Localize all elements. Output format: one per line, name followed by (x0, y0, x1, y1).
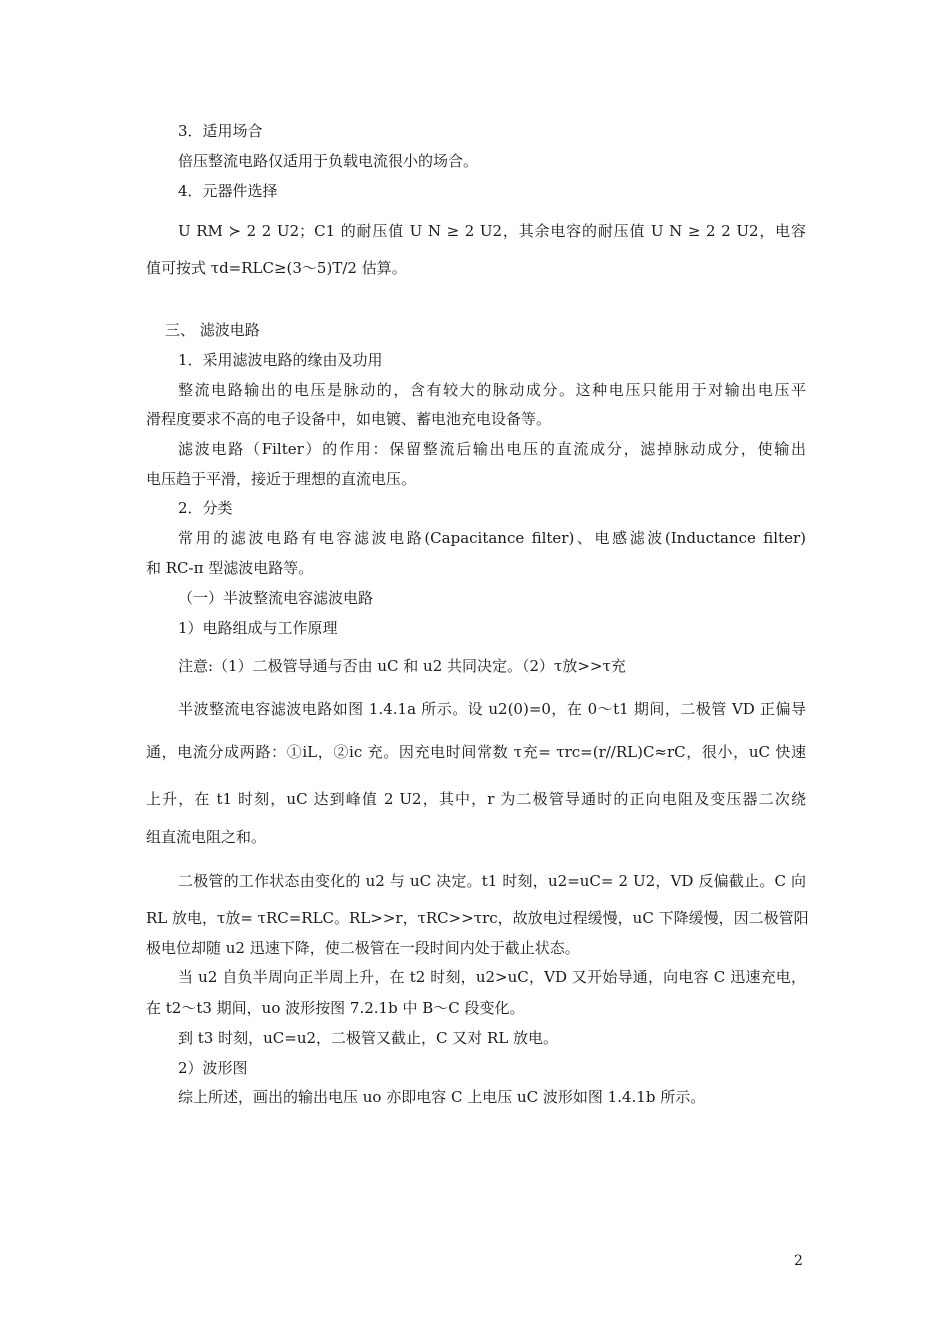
section-heading: 三、 滤波电路 (165, 321, 260, 339)
paragraph: 到 t3 时刻，uC=u2，二极管又截止，C 又对 RL 放电。 (178, 1029, 559, 1047)
subheading: 1．采用滤波电路的缘由及功用 (178, 351, 383, 369)
paragraph: 极电位却随 u2 迅速下降，使二极管在一段时间内处于截止状态。 (146, 939, 580, 957)
heading-applicable: 3．适用场合 (178, 122, 263, 140)
paragraph: 组直流电阻之和。 (146, 828, 267, 846)
paragraph: 滑程度要求不高的电子设备中，如电镀、蓄电池充电设备等。 (146, 410, 552, 428)
paragraph: 倍压整流电路仅适用于负载电流很小的场合。 (178, 152, 479, 170)
note-line: 注意:（1）二极管导通与否由 uC 和 u2 共同决定。（2）τ放>>τ充 (178, 657, 626, 675)
subheading: 1）电路组成与工作原理 (178, 619, 338, 637)
paragraph: 综上所述，画出的输出电压 uo 亦即电容 C 上电压 uC 波形如图 1.4.1b 所示。 (178, 1088, 706, 1106)
paragraph: 二极管的工作状态由变化的 u2 与 uC 决定。t1 时刻，u2=uC= 2 U2，VD 反偏截止。C 向 (178, 872, 806, 890)
paragraph: 通，电流分成两路：①iL，②ic 充。因充电时间常数 τ充= τrc=(r//RL)C≈rC，很小，uC 快速 (146, 743, 806, 761)
subheading: （一）半波整流电容滤波电路 (178, 589, 374, 607)
paragraph: 常用的滤波电路有电容滤波电路(Capacitance filter)、电感滤波(Inductance filter) (178, 529, 806, 547)
heading-components: 4．元器件选择 (178, 182, 278, 200)
paragraph: 值可按式 τd=RLC≥(3～5)T/2 估算。 (146, 259, 407, 277)
paragraph: 在 t2～t3 期间，uo 波形按图 7.2.1b 中 B～C 段变化。 (146, 999, 525, 1017)
paragraph: 半波整流电容滤波电路如图 1.4.1a 所示。设 u2(0)=0，在 0～t1 期间，二极管 VD 正偏导 (178, 700, 806, 718)
subheading: 2．分类 (178, 499, 233, 517)
subheading: 2）波形图 (178, 1059, 248, 1077)
paragraph: 和 RC-π 型滤波电路等。 (146, 559, 314, 577)
paragraph: 滤波电路（Filter）的作用：保留整流后输出电压的直流成分，滤掉脉动成分，使输出 (178, 440, 806, 458)
paragraph: RL 放电，τ放= τRC=RLC。RL>>r，τRC>>τrc，故放电过程缓慢，uC 下降缓慢，因二极管阳 (146, 909, 809, 927)
paragraph: 整流电路输出的电压是脉动的，含有较大的脉动成分。这种电压只能用于对输出电压平 (178, 381, 806, 399)
formula-line: U RM ≻ 2 2 U2；C1 的耐压值 U N ≥ 2 U2，其余电容的耐压值 U N ≥ 2 2 U2，电容 (178, 222, 806, 240)
paragraph: 上升，在 t1 时刻，uC 达到峰值 2 U2，其中，r 为二极管导通时的正向电阻及变压器二次绕 (146, 790, 806, 808)
page-number: 2 (794, 1253, 803, 1269)
paragraph: 电压趋于平滑，接近于理想的直流电压。 (146, 470, 417, 488)
paragraph: 当 u2 自负半周向正半周上升，在 t2 时刻，u2>uC，VD 又开始导通，向电容 C 迅速充电， (178, 968, 806, 986)
